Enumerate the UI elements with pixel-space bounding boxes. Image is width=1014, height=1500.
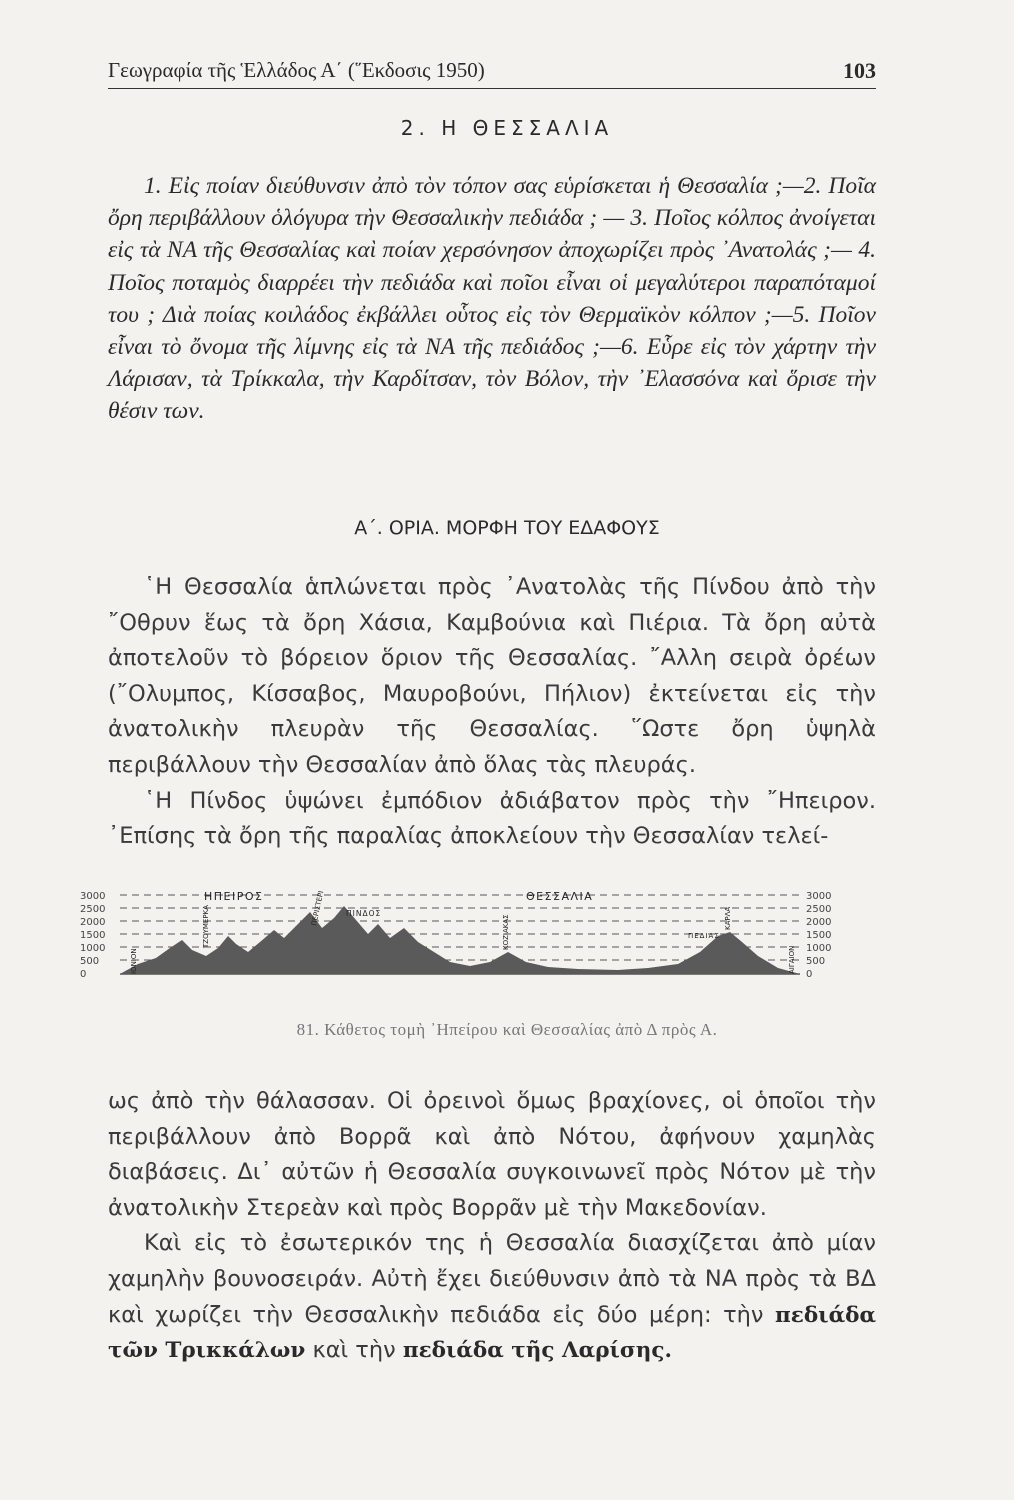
label-thessaly: ΘΕΣΣΑΛΙΑ bbox=[526, 890, 594, 903]
right-tick: 500 bbox=[806, 956, 826, 967]
label-coast: ΙΟΝΙΟΝ bbox=[130, 948, 138, 974]
right-tick: 3000 bbox=[806, 891, 832, 902]
paragraph-interior: Καὶ εἰς τὸ ἐσωτερικόν της ἡ Θεσσαλία διασχίζεται ἀπὸ μίαν χαμηλὴν βουνοσειράν. Αὐτὴ ἔχει διεύθυνσιν ἀπὸ τὰ ΝΑ πρὸς τὰ ΒΔ καὶ χωρίζει τὴν Θεσσαλικὴν πεδιάδα εἰς δύο μέρη: τὴν πεδιάδα τῶν Τρικκάλων καὶ τὴν πεδιάδα τῆς Λαρίσης. bbox=[108, 1230, 876, 1364]
left-tick: 3000 bbox=[80, 891, 106, 902]
right-tick: 2500 bbox=[806, 904, 832, 915]
label-peak2: ΤΖΟΥΜΕΡΚΑ bbox=[202, 905, 210, 948]
right-tick: 1500 bbox=[806, 930, 832, 941]
running-title: Γεωγραφία τῆς Ἑλλάδος Α΄ (῞Εκδοσις 1950) bbox=[108, 58, 485, 82]
right-tick: 0 bbox=[806, 969, 813, 980]
review-questions: 1. Εἰς ποίαν διεύθυνσιν ἀπὸ τὸν τόπον σας εὑρίσκεται ἡ Θεσσαλία ;—2. Ποῖα ὄρη περιβάλλουν ὁλόγυρα τὴν Θεσσαλικὴν πεδιάδα ; — 3. Ποῖος κόλπος ἀνοίγεται εἰς τὰ ΝΑ τῆς Θεσσαλίας καὶ ποίαν χερσόνησον ἀποχωρίζει πρὸς ᾿Ανατολάς ;— 4. Ποῖος ποταμὸς διαρρέει τὴν πεδιάδα καὶ ποῖοι εἶναι οἱ μεγαλύτεροι παραπόταμοί του ; Διὰ ποίας κοιλάδος ἐκβάλλει οὗτος εἰς τὸν Θερμαϊκὸν κόλπον ;—5. Ποῖον εἶναι τὸ ὄνομα τῆς λίμνης εἰς τὰ ΝΑ τῆς πεδιάδος ;—6. Εὗρε εἰς τὸν χάρτην τὴν Λάρισαν, τὰ Τρίκκαλα, τὴν Καρδίτσαν, τὸν Βόλον, τὴν ᾿Ελασσόνα καὶ ὅρισε τὴν θέσιν των. bbox=[108, 173, 876, 425]
terrain-profile bbox=[120, 906, 800, 974]
right-tick: 2000 bbox=[806, 917, 832, 928]
right-tick: 1000 bbox=[806, 943, 832, 954]
paragraph-passes bbox=[108, 1084, 876, 1369]
paragraph-borders bbox=[108, 570, 876, 855]
cross-section-figure bbox=[78, 878, 868, 1002]
label-pindos: ΠΙΝΔΟΣ bbox=[346, 909, 382, 918]
paragraph-passes-1: ως ἀπὸ τὴν θάλασσαν. Οἱ ὀρεινοὶ ὅμως βραχίονες, οἱ ὁποῖοι τὴν περιβάλλουν ἀπὸ Βορρᾶ καὶ ἀπὸ Νότου, ἀφήνουν χαμηλὰς διαβάσεις. Δι᾿ αὐτῶν ἡ Θεσσαλία συγκοινωνεῖ πρὸς Νότον μὲ τὴν ἀνατολικὴν Στερεὰν καὶ πρὸς Βορρᾶν μὲ τὴν Μακεδονίαν. bbox=[108, 1088, 876, 1221]
left-tick: 2500 bbox=[80, 904, 106, 915]
label-sea: ΑΙΓΑΙΟΝ bbox=[788, 945, 796, 974]
left-tick: 2000 bbox=[80, 917, 106, 928]
left-tick: 1000 bbox=[80, 943, 106, 954]
left-tick: 500 bbox=[80, 956, 100, 967]
figure-caption: 81. Κάθετος τομὴ ᾿Ηπείρου καὶ Θεσσαλίας ἀπὸ Δ πρὸς Α. bbox=[296, 1020, 718, 1039]
page-number: 103 bbox=[843, 58, 876, 83]
chapter-title: 2. Η ΘΕΣΣΑΛΙΑ bbox=[400, 116, 614, 140]
label-peak3: ΠΕΡΙΣΤΕΡΙ bbox=[310, 890, 326, 927]
bold-term-trikala: πεδιάδα τῶν Τρικκάλων bbox=[108, 1302, 876, 1364]
paragraph-borders-2: ῾Η Πίνδος ὑψώνει ἐμπόδιον ἀδιάβατον πρὸς τὴν ῎Ηπειρον. ᾿Επίσης τὰ ὄρη τῆς παραλίας ἀποκλείουν τὴν Θεσσαλίαν τελεί- bbox=[108, 787, 876, 850]
paragraph-borders-1: ῾Η Θεσσαλία ἁπλώνεται πρὸς ᾿Ανατολὰς τῆς Πίνδου ἀπὸ τὴν ῎Οθρυν ἕως τὰ ὄρη Χάσια, Καμβούνια καὶ Πιέρια. Τὰ ὄρη αὐτὰ ἀποτελοῦν τὸ βόρειον ὅριον τῆς Θεσσαλίας. ῎Αλλη σειρὰ ὀρέων (῎Ολυμπος, Κίσσαβος, Μαυροβούνι, Πήλιον) ἐκτείνεται εἰς τὴν ἀνατολικὴν πλευρὰν τῆς Θεσσαλίας. ῞Ωστε ὄρη ὑψηλὰ περιβάλλουν τὴν Θεσσαλίαν ἀπὸ ὅλας τὰς πλευράς. bbox=[108, 574, 876, 778]
left-tick: 0 bbox=[80, 969, 87, 980]
label-lake: ΚΑΡΛΑ bbox=[724, 906, 732, 930]
running-header bbox=[108, 52, 876, 89]
section-title: Α΄. ΟΡΙΑ. ΜΟΡΦΗ ΤΟΥ ΕΔΑΦΟΥΣ bbox=[354, 517, 660, 539]
bold-term-larisa: πεδιάδα τῆς Λαρίσης. bbox=[402, 1338, 672, 1364]
label-plain: ΠΕΔΙΑΣ bbox=[688, 932, 720, 940]
label-epirus: ΗΠΕΙΡΟΣ bbox=[204, 890, 264, 903]
label-peak4: ΚΟΖΙΑΚΑΣ bbox=[502, 914, 510, 950]
left-tick: 1500 bbox=[80, 930, 106, 941]
